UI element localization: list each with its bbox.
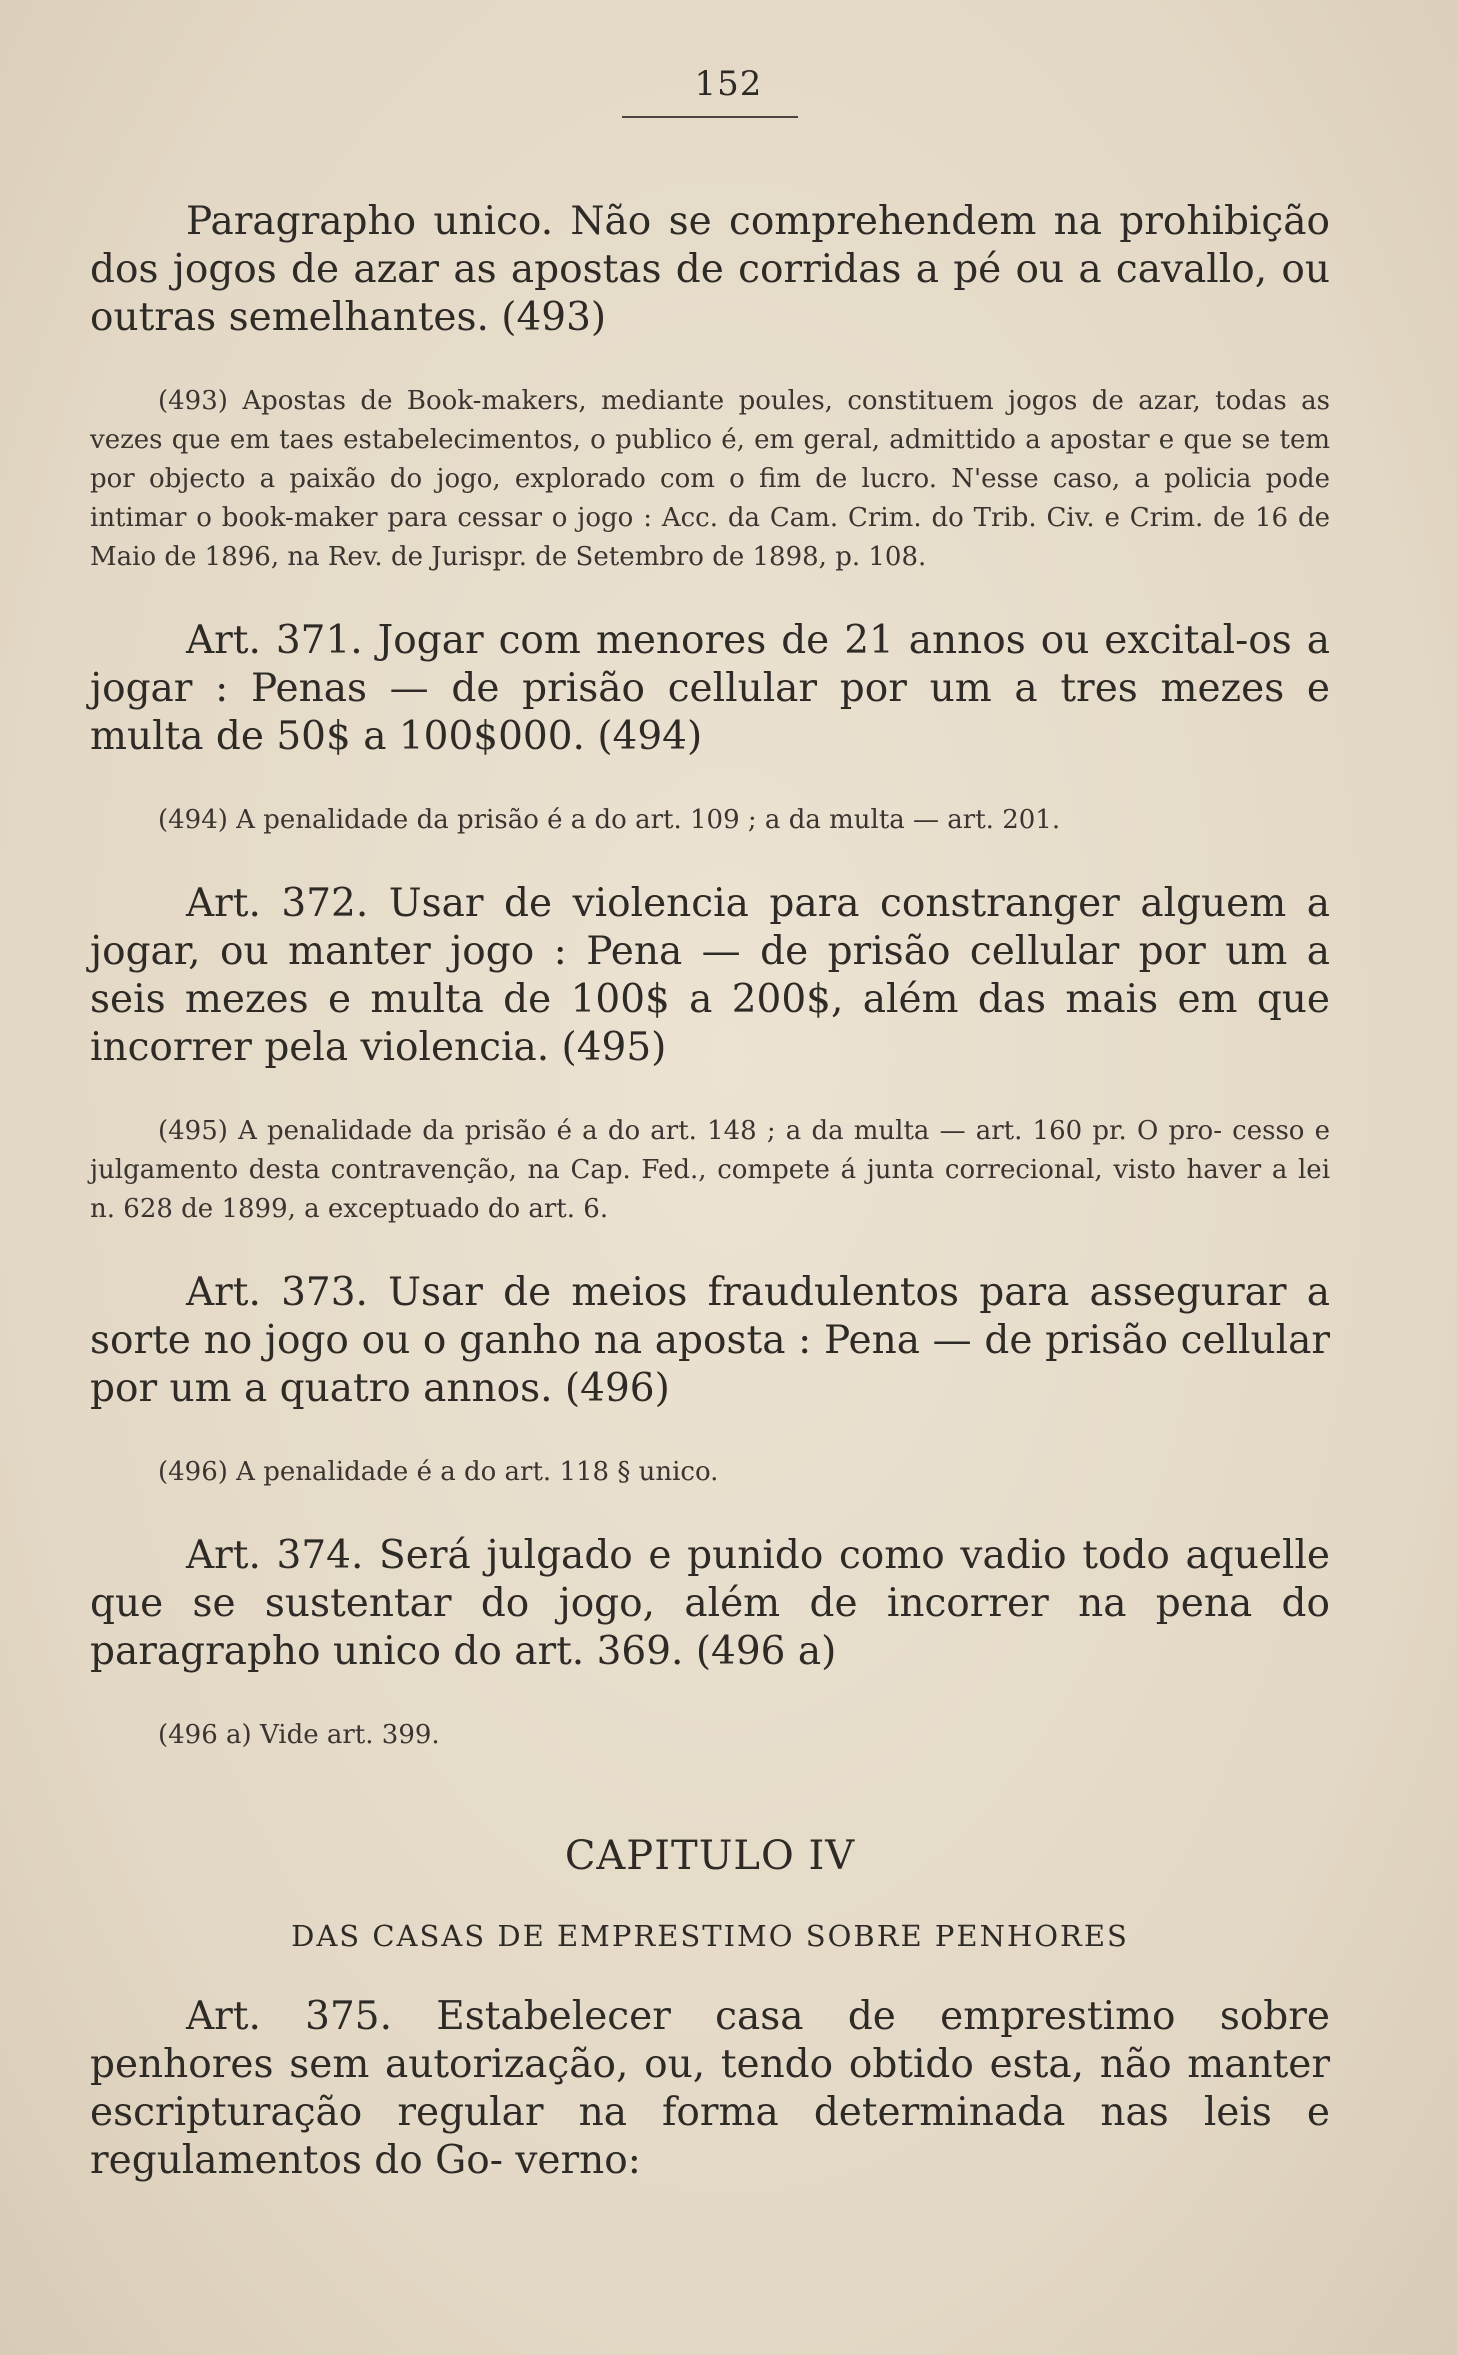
article-372-line-3: Pena — de prisão cellular por um a seis mezes e multa de [90,929,1330,1022]
article-375-line-3: regular na forma determinada nas leis e regulamentos do Go- [90,2090,1330,2183]
footnote-495-line-2: cesso e julgamento desta contravenção, na Cap. Fed., compete á junta correcional, [90,1116,1330,1185]
article-375-line-1: Art. 375. Estabelecer casa de emprestimo sobre penhores [90,1994,1330,2087]
article-371-line-2: a jogar : [90,618,1330,711]
article-373 [90,1269,1330,1413]
paragraph-unico-line-3: semelhantes. (493) [228,295,607,340]
footnote-493-line-2: as vezes que em taes estabelecimentos, o publico é, em geral, admittido a apostar e [90,386,1330,455]
article-371-line-1: Art. 371. Jogar com menores de 21 annos ou excital-os [186,618,1292,663]
footnote-494: (494) A penalidade da prisão é a do art. 109 ; a da multa — art. 201. [158,805,1061,835]
article-373-line-1: Art. 373. Usar de meios fraudulentos para assegurar a [186,1270,1330,1315]
paragraph-unico [90,198,1330,342]
chapter-title: CAPITULO IV [564,1833,856,1879]
article-371-line-3: Penas — de prisão cellular por um a tres mezes e multa de [90,666,1330,759]
article-371-line-4: 50$ a 100$000. (494) [276,714,703,759]
article-375-line-4: verno: [515,2138,641,2183]
paragraph-unico-line-1: Paragrapho unico. Não se comprehendem na prohibição dos [90,199,1330,292]
article-373-line-3: Pena — de prisão cellular por um a quatro annos. (496) [90,1318,1330,1411]
footnote-495-line-3: visto haver a lei n. 628 de 1899, a exceptuado do art. 6. [90,1155,1331,1224]
page-number-rule [622,116,798,118]
footnote-496: (496) A penalidade é a do art. 118 § unico. [158,1457,719,1487]
footnote-493-line-5: Civ. e Crim. de 16 de Maio de 1896, na Rev. de Jurispr. de Setembro de 1898, p. 108. [90,503,1330,572]
article-374-line-3: unico do art. 369. (496 a) [332,1629,837,1674]
footnote-495 [90,1112,1330,1229]
chapter-subtitle: DAS CASAS DE EMPRESTIMO SOBRE PENHORES [291,1919,1129,1953]
article-374-line-2: que se sustentar do jogo, além de incorrer na pena do paragrapho [90,1581,1330,1674]
article-372-line-2: jogar, ou manter jogo : [90,929,567,974]
article-372 [90,880,1330,1072]
article-372-line-1: Art. 372. Usar de violencia para constranger alguem a [186,881,1330,926]
article-375-line-2: sem autorização, ou, tendo obtido esta, não manter escripturação [90,2042,1330,2135]
footnote-495-line-1: (495) A penalidade da prisão é a do art. 148 ; a da multa — art. 160 pr. O pro- [158,1116,1222,1146]
footnote-496a: (496 a) Vide art. 399. [158,1720,440,1750]
page-number: 152 [694,64,763,104]
footnote-493-line-3: que se tem por objecto a paixão do jogo, explorado com o fim de lucro. N'esse caso, [90,425,1330,494]
article-371 [90,617,1330,761]
footnote-493 [90,382,1330,577]
article-374-line-1: Art. 374. Será julgado e punido como vadio todo aquelle [186,1533,1330,1578]
article-373-line-2: sorte no jogo ou o ganho na aposta : [90,1318,812,1363]
article-372-line-4: 100$ a 200$, além das mais em que incorrer pela violencia. (495) [90,977,1330,1070]
page-body [90,198,1330,2185]
article-374 [90,1532,1330,1676]
paragraph-unico-line-2: jogos de azar as apostas de corridas a pé ou a cavallo, ou outras [90,247,1330,340]
article-375 [90,1993,1330,2185]
footnote-493-line-4: a policia pode intimar o book-maker para cessar o jogo : Acc. da Cam. Crim. do Trib. [90,464,1330,533]
footnote-493-line-1: (493) Apostas de Book-makers, mediante poules, constituem jogos de azar, todas [158,386,1287,416]
